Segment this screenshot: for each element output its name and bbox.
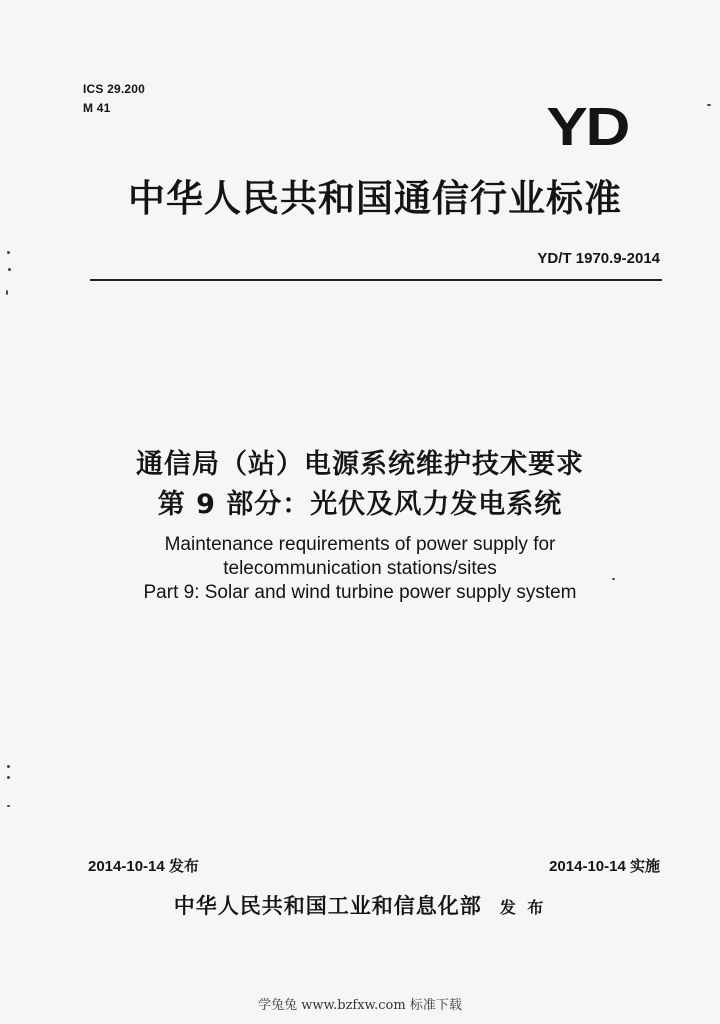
standard-number: YD/T 1970.9-2014 — [537, 250, 660, 267]
scan-speck — [7, 805, 10, 807]
scan-speck — [6, 290, 8, 295]
scan-speck — [8, 268, 11, 271]
chinese-title-line-2: 第 9 部分：光伏及风力发电系统 — [157, 489, 563, 520]
ics-code: ICS 29.200 — [83, 82, 146, 96]
issuer-name: 中华人民共和国工业和信息化部 — [173, 893, 482, 918]
scan-speck — [7, 765, 10, 768]
scan-speck — [7, 776, 10, 779]
footer-watermark: 学兔兔 www.bzfxw.com 标准下载 — [258, 998, 462, 1013]
standard-type-heading: 中华人民共和国通信行业标准 — [128, 177, 622, 220]
chinese-title-line-1: 通信局（站）电源系统维护技术要求 — [136, 449, 584, 480]
issue-date: 2014-10-14 发布 — [88, 858, 199, 875]
english-title-line-2: telecommunication stations/sites — [223, 558, 497, 579]
implementation-date: 2014-10-14 实施 — [549, 858, 660, 875]
issuing-authority — [0, 890, 720, 920]
yd-logo: YD — [546, 97, 628, 157]
english-title-line-3: Part 9: Solar and wind turbine power supply system — [143, 582, 577, 603]
scan-speck — [612, 578, 615, 580]
english-title-line-1: Maintenance requirements of power supply for — [164, 534, 556, 555]
issuer-verb: 发 布 — [499, 898, 547, 917]
header-divider — [90, 279, 662, 281]
scan-speck — [7, 251, 10, 254]
scan-speck — [707, 104, 711, 106]
classification-code: M 41 — [83, 101, 111, 115]
